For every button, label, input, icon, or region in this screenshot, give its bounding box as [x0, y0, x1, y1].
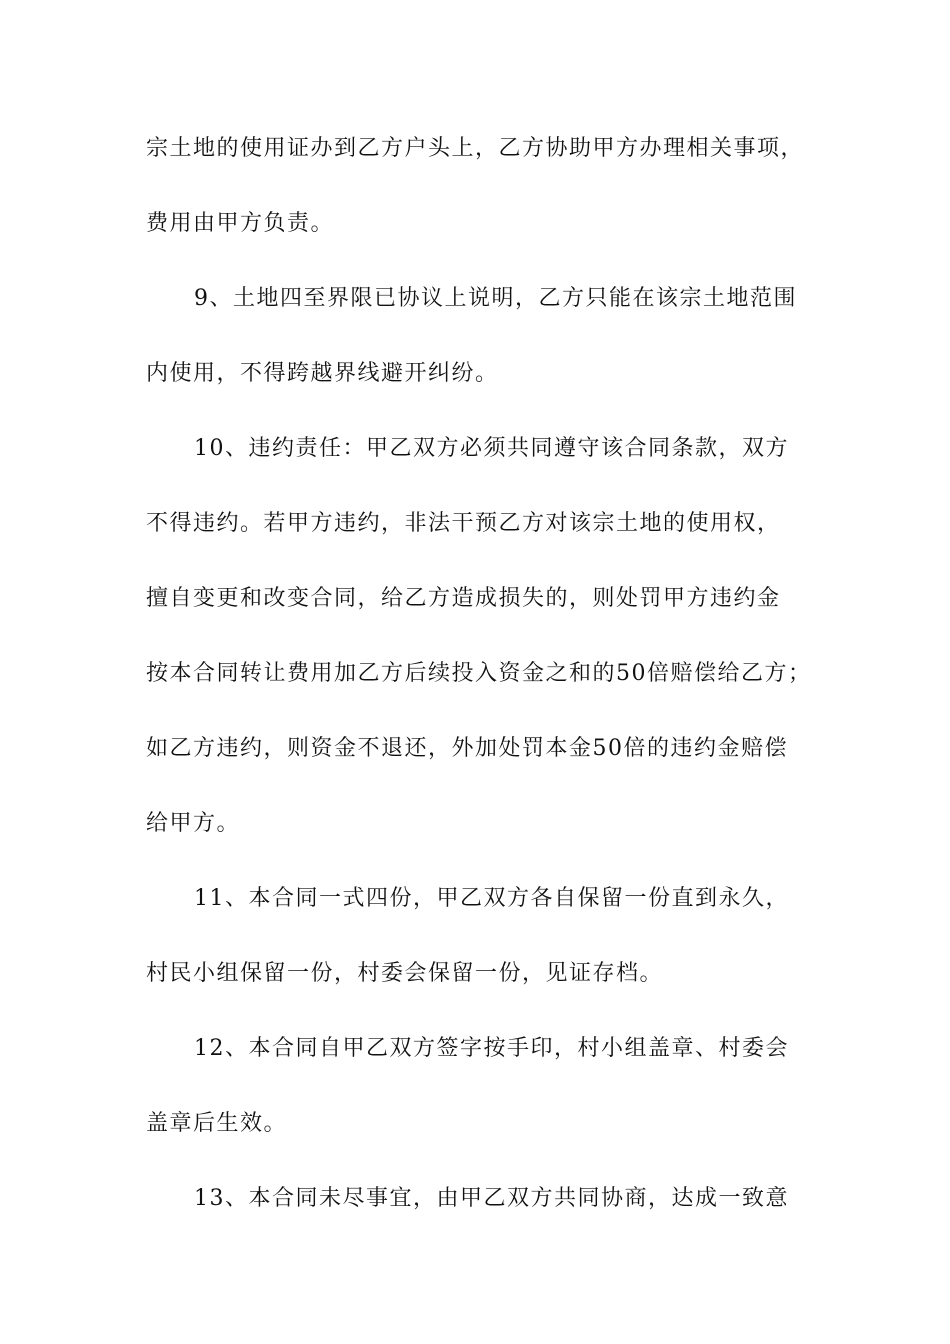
- text-line: 内使用，不得跨越界线避开纠纷。: [146, 361, 499, 386]
- text-line: 费用由甲方负责。: [146, 211, 335, 236]
- clause-13-line: 13、本合同未尽事宜，由甲乙双方共同协商，达成一致意: [194, 1186, 789, 1211]
- clause-9-line: 9、土地四至界限已协议上说明，乙方只能在该宗土地范围: [194, 286, 797, 311]
- text-line: 如乙方违约，则资金不退还，外加处罚本金50倍的违约金赔偿: [146, 736, 788, 761]
- text-line: 宗土地的使用证办到乙方户头上，乙方协助甲方办理相关事项，: [146, 136, 805, 161]
- text-line: 不得违约。若甲方违约，非法干预乙方对该宗土地的使用权，: [146, 511, 781, 536]
- text-line: 盖章后生效。: [146, 1111, 288, 1136]
- text-line: 按本合同转让费用加乙方后续投入资金之和的50倍赔偿给乙方；: [146, 661, 812, 686]
- text-line: 给甲方。: [146, 811, 241, 836]
- clause-11-line: 11、本合同一式四份，甲乙双方各自保留一份直到永久，: [194, 886, 789, 911]
- text-line: 擅自变更和改变合同，给乙方造成损失的，则处罚甲方违约金: [146, 586, 781, 611]
- text-line: 村民小组保留一份，村委会保留一份，见证存档。: [146, 961, 664, 986]
- contract-body: [146, 124, 826, 1249]
- clause-12-line: 12、本合同自甲乙双方签字按手印，村小组盖章、村委会: [194, 1036, 789, 1061]
- clause-10-line: 10、违约责任：甲乙双方必须共同遵守该合同条款，双方: [194, 436, 789, 461]
